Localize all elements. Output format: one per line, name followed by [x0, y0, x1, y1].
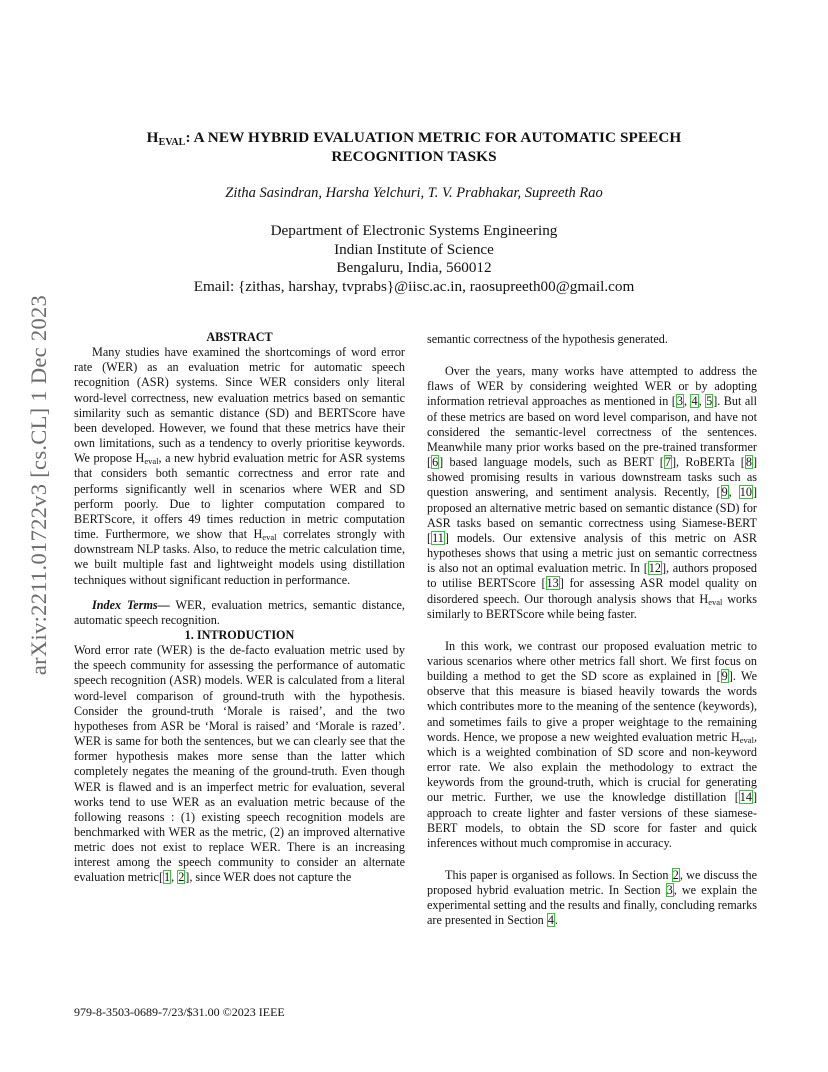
arxiv-id: arXiv:2211.01722v3 [cs.CL] 1 Dec 2023: [26, 294, 51, 676]
intro-paragraph-1: Word error rate (WER) is the de-facto evaluation metric used by the speech community for assessing the performance of automatic speech recognition (ASR) models. WER is calculated from a literal word-level comparison of ground-truth with the hypothesis. Consider the ground-truth ‘Morale is raised’, and the two hypotheses from ASR be ‘Moral is raised’ and ‘Morale is razed’. WER is same for both the sentences, but we can clearly see that the former hypothesis makes more sense than the latter which completely negates the meaning of the ground-truth. Even though WER is flawed and is an imperfect metric for evaluation, several works tend to use WER as an evaluation metric because of the following reasons : (1) existing speech recognition models are benchmarked with WER as the metric, (2) an improved alternative metric does not exist to replace WER. There is an increasing interest among the speech community to consider an alternate evaluation metric[1, 2], since WER does not capture the: [74, 643, 405, 885]
affiliation-institute: Indian Institute of Science: [334, 240, 494, 258]
affiliation: [90, 222, 738, 296]
copyright-footer: 979-8-3503-0689-7/23/$31.00 ©2023 IEEE: [74, 1005, 285, 1019]
right-column: [427, 332, 757, 929]
intro-paragraph-4: This paper is organised as follows. In Section 2, we discuss the proposed hybrid evaluation metric. In Section 3, we explain the experimental setting and the results and finally, concluding remarks are presented in Section 4.: [427, 868, 758, 928]
affiliation-email: Email: {zithas, harshay, tvprabs}@iisc.ac.in, raosupreeth00@gmail.com: [193, 277, 635, 295]
index-terms: Index Terms— WER, evaluation metrics, semantic distance, automatic speech recognition.: [74, 597, 405, 627]
abstract-heading: ABSTRACT: [206, 330, 273, 344]
arxiv-sidebar-stamp: [22, 290, 56, 680]
left-column: [74, 330, 405, 886]
introduction-heading: 1. INTRODUCTION: [184, 627, 295, 642]
affiliation-location: Bengaluru, India, 560012: [336, 259, 492, 277]
intro-paragraph-2: Over the years, many works have attempted to address the flaws of WER by considering weighted WER or by adopting information retrieval approaches as mentioned in [3, 4, 5]. But all of these metrics are based on word level comparison, and have not considered the semantic-level correctness of the sentences. Meanwhile many prior works based on the pre-trained transformer [6] based language models, such as BERT [7], RoBERTa [8] showed promising results in various downstream tasks such as question answering, and sentiment analysis. Recently, [9, 10] proposed an alternative metric based on semantic distance (SD) for ASR tasks based on semantic correctness using Siamese-BERT [11] models. Our extensive analysis of this metric on ASR hypotheses shows that using a metric just on semantic correctness is also not an optimal evaluation metric. In [12], authors proposed to utilise BERTScore [13] for assessing ASR model quality on disordered speech. Our thorough analysis shows that $H_{eval}$ works similarly to BERTScore while being faster.: [427, 364, 758, 621]
intro-paragraph-3: In this work, we contrast our proposed evaluation metric to various scenarios where other metrics fall short. We first focus on building a method to get the SD score as explained in [9]. We observe that this measure is biased heavily towards the words which contributes more to the meaning of the sentence (keywords), and sometimes fails to give a proper weightage to the remaining words. Hence, we propose a new weighted evaluation metric $H_{eval}$, which is a weighted combination of SD score and non-keyword error rate. We also explain the methodology to extract the keywords from the ground-truth, which is crucial for generating our metric. Further, we use the knowledge distillation [14] approach to create lighter and faster versions of these siamese-BERT models, to obtain the SD score for faster and quick inferences without much compromise in accuracy.: [427, 638, 757, 850]
paper-title: $H_{EVAL}$: A NEW HYBRID EVALUATION METRIC FOR AUTOMATIC SPEECH RECOGNITION TASKS: [146, 129, 682, 165]
abstract-text: Many studies have examined the shortcomings of word error rate (WER) as an evaluation metric for automatic speech recognition (ASR) systems. Since WER considers only literal word-level correctness, new evaluation metrics based on semantic similarity such as semantic distance (SD) and BERTScore have been developed. However, we found that these metrics have their own limitations, such as a tendency to overly prioritise keywords. We propose $H_{eval}$, a new hybrid evaluation metric for ASR systems that considers both semantic correctness and error rate and performs significantly well in scenarios where WER and SD perform poorly. Due to lighter computation compared to BERTScore, it offers 49 times reduction in metric computation time. Furthermore, we show that $H_{eval}$ correlates strongly with downstream NLP tasks. Also, to reduce the metric calculation time, we built multiple fast and lightweight models using distillation techniques without significant reduction in performance.: [74, 345, 406, 587]
intro-paragraph-1-cont: semantic correctness of the hypothesis generated.: [427, 332, 668, 346]
affiliation-dept: Department of Electronic Systems Engineering: [270, 222, 558, 239]
paper-authors: Zitha Sasindran, Harsha Yelchuri, T. V. Prabhakar, Supreeth Rao: [225, 185, 603, 201]
